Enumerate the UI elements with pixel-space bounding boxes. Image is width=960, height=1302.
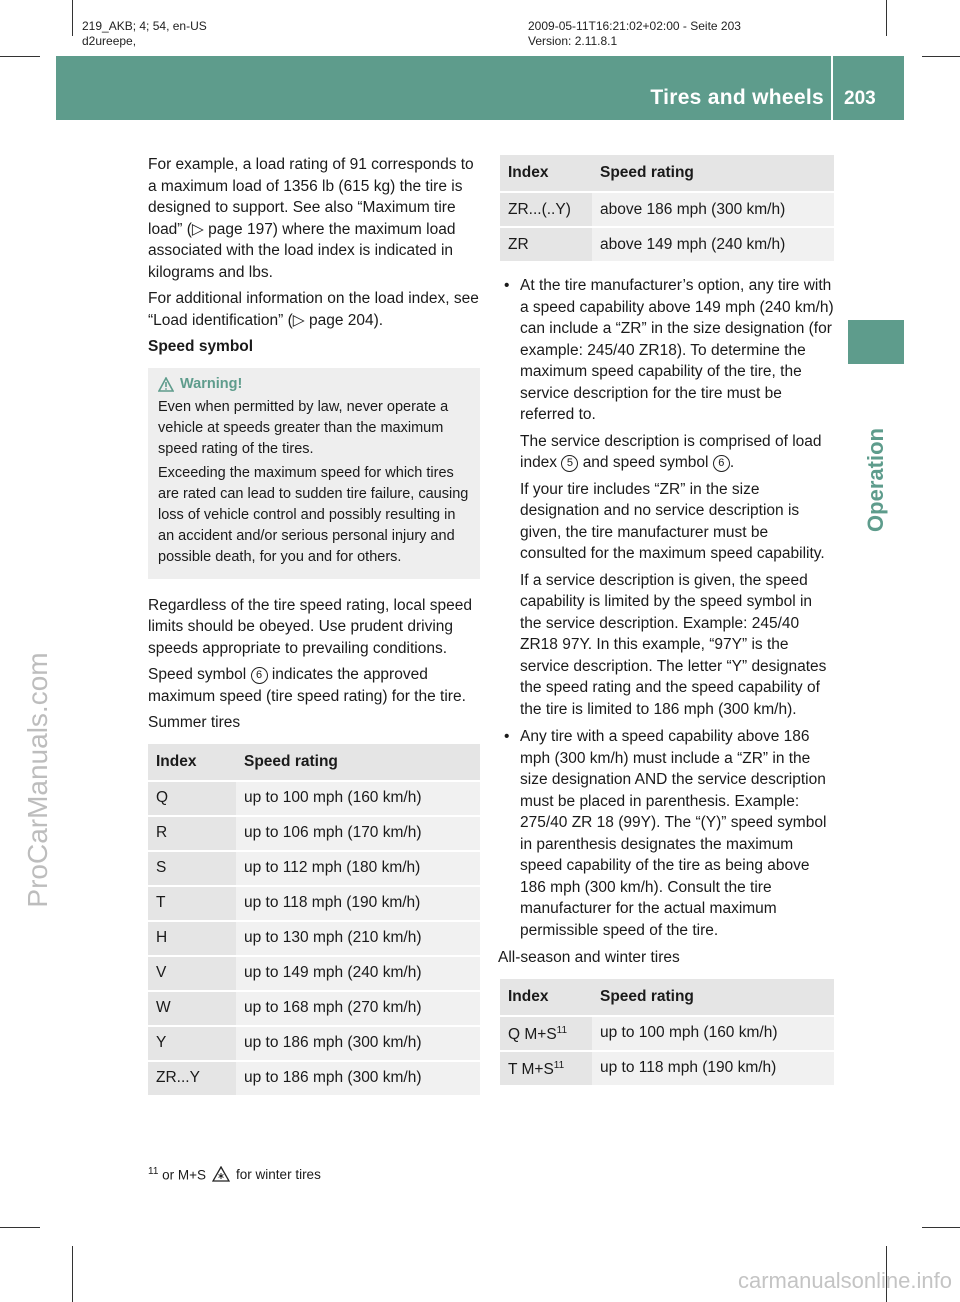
table-cell-index: H [148,921,236,956]
table-row [500,1051,834,1085]
table-cell-rating: up to 112 mph (180 km/h) [244,859,421,877]
table-cell-index [500,1051,592,1085]
footnote-ref: 11 [556,1025,568,1037]
header-divider [831,56,833,120]
index-text: Q M+S [508,1026,557,1044]
footnote-number: 11 [148,1166,159,1177]
list-item [500,275,834,720]
crop-mark [72,0,73,36]
paragraph: For additional information on the load index, see “Load identification” (▷ page 204). [148,290,479,329]
index-text: T M+S [508,1061,554,1079]
crop-mark [0,1227,40,1228]
table-caption: Summer tires [148,714,241,731]
section-title: Tires and wheels [650,86,824,109]
table-cell-rating: up to 168 mph (270 km/h) [244,999,422,1017]
bullet-list [500,275,834,941]
crop-mark [922,56,960,57]
table-cell-rating: up to 186 mph (300 km/h) [244,1069,422,1087]
table-cell-rating: up to 118 mph (190 km/h) [244,894,421,912]
section-heading: Speed symbol [148,338,254,355]
table-cell-rating: up to 149 mph (240 km/h) [244,964,422,982]
table-cell-index: ZR...Y [148,1061,236,1095]
warning-text: Exceeding the maximum speed for which tires are rated can lead to sudden tire failure, causing loss of vehicle control and possibly resulting in an accident and/or serious personal injury and possible death, for you and for others. [158,464,469,565]
table-row [148,991,480,1026]
table-caption: All-season and winter tires [498,949,680,966]
print-meta-left [82,19,207,49]
table-header: Speed rating [244,752,338,770]
print-meta-right [528,19,741,49]
paragraph: • Any tire with a speed capability above 186 mph (300 km/h) must include a “ZR” in the size designation AND the service description must be placed in parenthesis. Example: 275/40 ZR 18 (99Y). The “(Y)” speed symbol in parenthesis designates the maximum speed capability of the tire as being above 186 mph (300 km/h). Consult the tire manufacturer for the actual maximum permissible speed of the tire. [520,728,827,939]
callout-number: 5 [561,455,578,472]
table-header-row [148,744,480,781]
footnote-post: for winter tires [236,1166,321,1182]
callout-number: 6 [713,455,730,472]
table-header: Index [156,752,197,770]
table-cell-index: T [148,886,236,921]
footnote-pre: or M+S [162,1167,207,1183]
table-header: Speed rating [600,164,694,182]
summer-tires-table [148,744,480,1095]
text: indicates the approved maximum speed (tire speed rating) for the tire. [148,666,466,705]
table-cell-rating: up to 100 mph (160 km/h) [600,1024,778,1042]
table-cell-rating: up to 118 mph (190 km/h) [600,1059,777,1077]
side-tab [848,320,904,364]
table-cell-index: ZR...(..Y) [500,192,592,227]
table-cell-rating: up to 106 mph (170 km/h) [244,824,422,842]
table-header: Index [508,987,549,1005]
warning-triangle-icon [158,377,174,392]
warning-title-text: Warning! [180,375,243,392]
table-cell-index: S [148,851,236,886]
footnote [148,1166,321,1183]
meta-right-line2: Version: 2.11.8.1 [528,34,618,48]
table-cell-rating: up to 186 mph (300 km/h) [244,1034,422,1052]
crop-mark [72,1246,73,1302]
table-cell-rating: up to 130 mph (210 km/h) [244,929,422,947]
table-cell-index: V [148,956,236,991]
side-label: Operation [863,428,888,532]
table-row [148,781,480,816]
table-cell-rating: above 186 mph (300 km/h) [600,200,786,218]
table-header-row [500,155,834,192]
table-row [500,227,834,261]
table-cell-index: W [148,991,236,1026]
table-row [148,1026,480,1061]
table-row [148,816,480,851]
text: The service description is comprised of load index [520,432,822,471]
table-row [148,1061,480,1095]
text: . [729,454,735,471]
left-column [148,154,480,1095]
paragraph: For example, a load rating of 91 corresponds to a maximum load of 1356 lb (615 kg) the tire is designed to support. See also “Maximum tire load” (▷ page 197) where the maximum load associated with the load index is indicated in kilograms and lbs. [148,156,474,281]
table-row [148,886,480,921]
table-row [148,851,480,886]
table-header-row [500,979,834,1016]
warning-text: Even when permitted by law, never operate a vehicle at speeds greater than the maximum speed rating of the tires. [158,398,449,457]
text: and speed symbol [582,454,709,471]
table-cell-index: Y [148,1026,236,1061]
paragraph: If your tire includes “ZR” in the size designation and no service description is given, the tire manufacturer must be consulted for the maximum speed capability. [520,480,825,562]
meta-left-line2: d2ureepe, [82,34,137,48]
all-season-winter-table [500,979,834,1085]
table-row [500,192,834,227]
table-row [148,956,480,991]
paragraph [520,431,834,474]
crop-mark [886,0,887,36]
table-row [500,1016,834,1051]
footnote-label [148,1166,206,1183]
watermark: ProCarManuals.com [22,652,53,908]
paragraph: • At the tire manufacturer’s option, any tire with a speed capability above 149 mph (240 km/h) can include a “ZR” in the size designation (for example: 245/40 ZR18). To determine the maximum speed capability of the tire, the service description for the tire must be referred to. [520,277,834,423]
table-cell-rating: up to 100 mph (160 km/h) [244,789,422,807]
warning-box [148,368,480,579]
paragraph: If a service description is given, the speed capability is limited by the speed symbol in the service description. Example: 245/40 ZR18 97Y. In this example, “97Y” is the service description. The letter “Y” designates the speed rating and the speed capability of the tire is limited to 186 mph (300 km/h). [520,571,827,718]
table-cell-index: Q [148,781,236,816]
page-number: 203 [844,88,876,109]
callout-number: 6 [251,667,268,684]
paragraph: Regardless of the tire speed rating, local speed limits should be obeyed. Use prudent driving speeds appropriate to prevailing conditions. [148,596,472,657]
crop-mark [922,1227,960,1228]
table-header: Index [508,164,549,182]
crop-mark [0,56,40,57]
snowflake-mountain-icon [212,1166,230,1182]
list-item [500,726,834,941]
table-cell-index: ZR [500,227,592,261]
warning-title [158,374,472,395]
table-cell-rating: above 149 mph (240 km/h) [600,235,786,253]
meta-left-line1: 219_AKB; 4; 54, en-US [82,19,207,33]
table-row [148,921,480,956]
watermark-bottom: carmanualsonline.info [737,1268,952,1293]
table-cell-index [500,1016,592,1051]
table-header: Speed rating [600,987,694,1005]
zr-table [500,155,834,261]
text: Speed symbol [148,666,247,683]
right-column [500,155,834,1085]
table-cell-index: R [148,816,236,851]
paragraph [148,664,480,707]
footnote-ref: 11 [553,1060,565,1072]
meta-right-line1: 2009-05-11T16:21:02+02:00 - Seite 203 [528,19,741,33]
